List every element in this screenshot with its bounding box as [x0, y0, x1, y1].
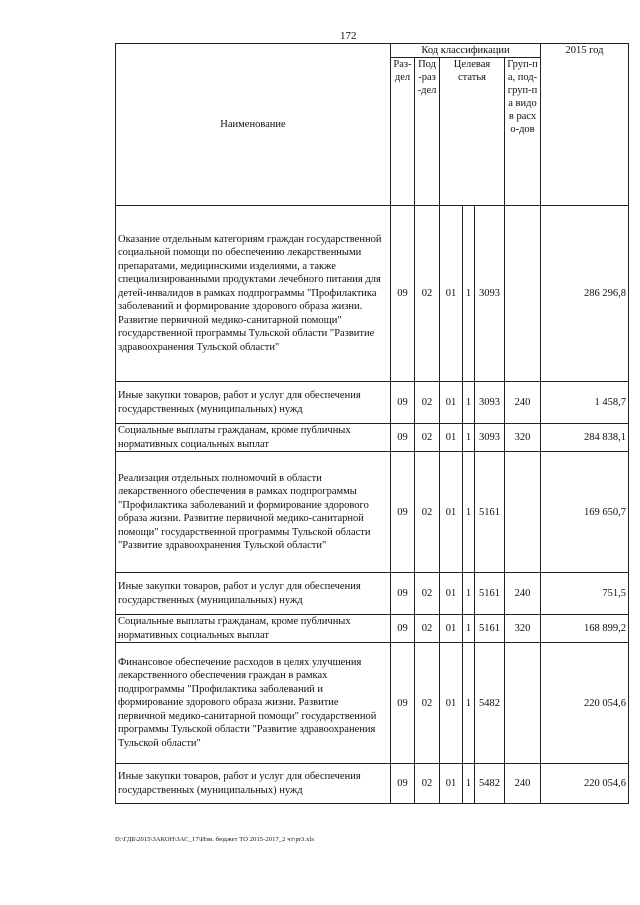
row-target-subprogram: 1 [463, 206, 475, 382]
row-target-program: 01 [440, 764, 463, 804]
row-razdel: 09 [391, 382, 415, 424]
row-podrazdel: 02 [415, 615, 440, 643]
row-expense-group [505, 206, 541, 382]
row-razdel: 09 [391, 424, 415, 452]
row-podrazdel: 02 [415, 424, 440, 452]
row-expense-group: 240 [505, 382, 541, 424]
row-target-program: 01 [440, 424, 463, 452]
row-razdel: 09 [391, 643, 415, 764]
row-name: Реализация отдельных полномочий в области лекарственного обеспечения в рамках подпрограммы "Профилактика заболеваний и формирование здорового образа жизни. Развитие первичной медико-санитарной помощи" государственной программы Тульской области "Развитие здравоохранения Тульской области" [116, 452, 391, 573]
row-podrazdel: 02 [415, 206, 440, 382]
table-row [116, 573, 629, 615]
row-target-subprogram: 1 [463, 643, 475, 764]
file-path-footer: D:\ГДБ\2015\ЗАКОН\ЗАС_17\Изм. бюджет ТО 2015-2017_2 чт\pr3.xls [115, 836, 315, 843]
row-razdel: 09 [391, 615, 415, 643]
row-name: Иные закупки товаров, работ и услуг для обеспечения государственных (муниципальных) нужд [116, 573, 391, 615]
page-number: 172 [340, 30, 357, 42]
header-year: 2015 год [541, 44, 629, 206]
row-expense-group: 320 [505, 424, 541, 452]
table-row [116, 764, 629, 804]
table-row [116, 382, 629, 424]
row-name: Социальные выплаты гражданам, кроме публичных нормативных социальных выплат [116, 424, 391, 452]
row-name: Иные закупки товаров, работ и услуг для обеспечения государственных (муниципальных) нужд [116, 764, 391, 804]
table-row [116, 643, 629, 764]
row-target-subprogram: 1 [463, 382, 475, 424]
row-target-subprogram: 1 [463, 764, 475, 804]
row-target-direction: 3093 [475, 382, 505, 424]
row-expense-group: 320 [505, 615, 541, 643]
row-target-program: 01 [440, 615, 463, 643]
row-amount: 751,5 [541, 573, 629, 615]
row-podrazdel: 02 [415, 573, 440, 615]
row-podrazdel: 02 [415, 643, 440, 764]
row-podrazdel: 02 [415, 452, 440, 573]
row-target-direction: 5482 [475, 764, 505, 804]
row-target-direction: 5161 [475, 615, 505, 643]
row-razdel: 09 [391, 573, 415, 615]
row-target-program: 01 [440, 206, 463, 382]
row-target-program: 01 [440, 382, 463, 424]
header-podrazdel: Под-раз-дел [415, 58, 440, 206]
row-name: Иные закупки товаров, работ и услуг для обеспечения государственных (муниципальных) нужд [116, 382, 391, 424]
header-code-classification: Код классификации [391, 44, 541, 58]
row-amount: 1 458,7 [541, 382, 629, 424]
row-expense-group [505, 643, 541, 764]
row-podrazdel: 02 [415, 382, 440, 424]
table-row [116, 615, 629, 643]
row-amount: 220 054,6 [541, 764, 629, 804]
row-target-direction: 5161 [475, 573, 505, 615]
row-target-direction: 3093 [475, 424, 505, 452]
header-name: Наименование [116, 44, 391, 206]
row-target-subprogram: 1 [463, 615, 475, 643]
row-razdel: 09 [391, 764, 415, 804]
row-name: Оказание отдельным категориям граждан государственной социальной помощи по обеспечению лекарственными препаратами, медицинскими изделиями, а также специализированными продуктами лечебного питания для детей-инвалидов в рамках подпрограммы "Профилактика заболеваний и формирование здорового образа жизни. Развитие первичной медико-санитарной помощи" государственной программы Тульской области "Развитие здравоохранения Тульской области" [116, 206, 391, 382]
row-razdel: 09 [391, 452, 415, 573]
row-target-subprogram: 1 [463, 424, 475, 452]
row-amount: 169 650,7 [541, 452, 629, 573]
table-row [116, 206, 629, 382]
row-name: Финансовое обеспечение расходов в целях улучшения лекарственного обеспечения граждан в рамках подпрограммы "Профилактика заболеваний и формирование здорового образа жизни. Развитие первичной медико-санитарной помощи" государственной программы Тульской области "Развитие здравоохранения Тульской области" [116, 643, 391, 764]
table-row [116, 452, 629, 573]
row-expense-group: 240 [505, 573, 541, 615]
row-amount: 286 296,8 [541, 206, 629, 382]
budget-table [115, 43, 629, 804]
row-target-program: 01 [440, 573, 463, 615]
header-group: Груп-па, под-груп-па видов расхо-дов [505, 58, 541, 206]
row-target-direction: 5161 [475, 452, 505, 573]
row-razdel: 09 [391, 206, 415, 382]
row-amount: 168 899,2 [541, 615, 629, 643]
row-expense-group [505, 452, 541, 573]
row-target-direction: 5482 [475, 643, 505, 764]
row-target-subprogram: 1 [463, 452, 475, 573]
row-expense-group: 240 [505, 764, 541, 804]
row-podrazdel: 02 [415, 764, 440, 804]
row-amount: 220 054,6 [541, 643, 629, 764]
row-target-program: 01 [440, 452, 463, 573]
header-target-article: Целевая статья [440, 58, 505, 206]
header-razdel: Раз-дел [391, 58, 415, 206]
row-target-program: 01 [440, 643, 463, 764]
row-amount: 284 838,1 [541, 424, 629, 452]
table-row [116, 424, 629, 452]
row-name: Социальные выплаты гражданам, кроме публичных нормативных социальных выплат [116, 615, 391, 643]
row-target-direction: 3093 [475, 206, 505, 382]
row-target-subprogram: 1 [463, 573, 475, 615]
